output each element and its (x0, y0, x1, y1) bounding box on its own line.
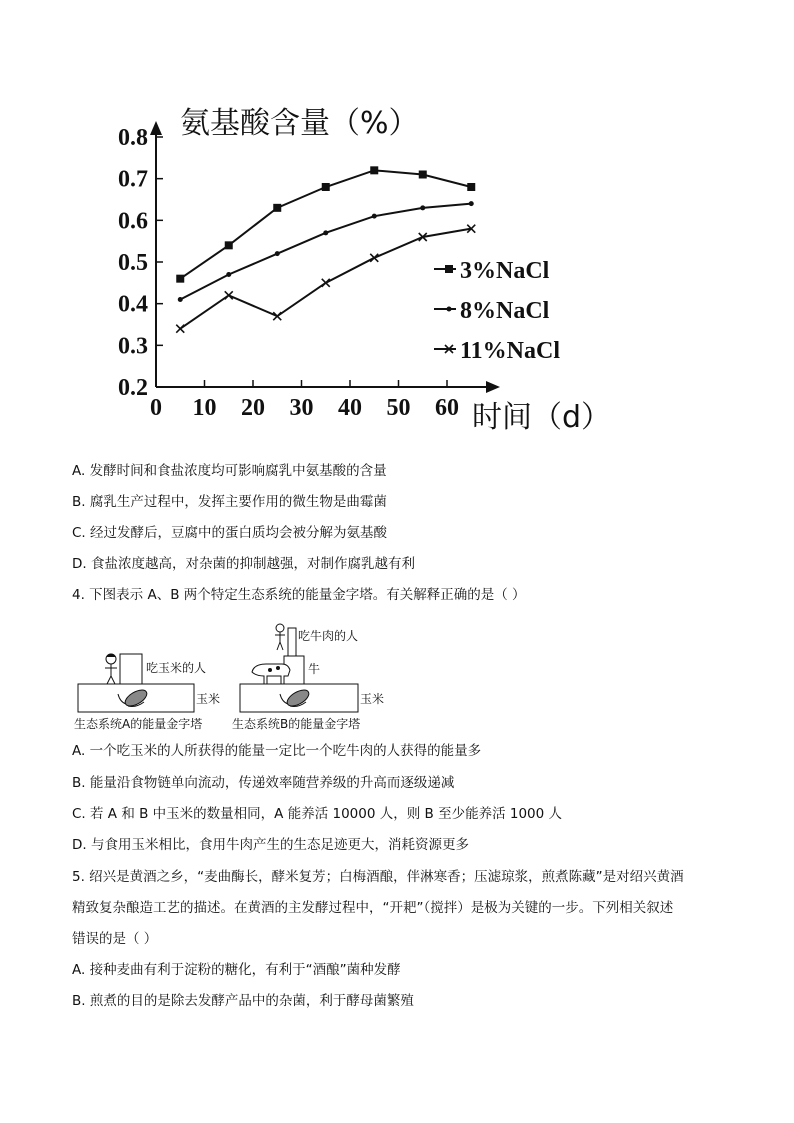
pyramid-a-base-label: 玉米 (196, 692, 221, 706)
data-point (176, 275, 184, 283)
x-tick-label: 10 (192, 395, 217, 421)
pyramid-b-top-block (288, 628, 296, 656)
pyramid-b-top-label: 吃牛肉的人 (298, 629, 359, 643)
pyramid-b-caption: 生态系统B的能量金字塔 (232, 717, 361, 731)
q4-option-b: B. 能量沿食物链单向流动，传递效率随营养级的升高而逐级递减 (72, 775, 455, 791)
data-point (370, 254, 378, 262)
q3-option-b: B. 腐乳生产过程中，发挥主要作用的微生物是曲霉菌 (72, 494, 387, 510)
pyramid-a (74, 654, 220, 732)
x-axis-label: 时间（d） (472, 400, 612, 435)
cow-icon (252, 664, 290, 684)
data-point (322, 279, 330, 287)
series-line (180, 204, 471, 300)
y-tick-label: 0.5 (118, 250, 148, 276)
legend-marker (447, 307, 452, 312)
series-1 (178, 201, 474, 302)
legend-marker (445, 265, 453, 273)
data-point (273, 312, 281, 320)
y-tick-label: 0.3 (118, 333, 148, 360)
series-0 (176, 166, 475, 282)
q5-option-b: B. 煎煮的目的是除去发酵产品中的杂菌，利于酵母菌繁殖 (72, 993, 414, 1009)
chart-legend (434, 258, 560, 364)
data-point (322, 183, 330, 191)
x-tick-label: 0 (150, 395, 162, 421)
corn-icon (118, 687, 149, 709)
data-point (275, 251, 280, 256)
energy-pyramid-figure (70, 618, 410, 736)
data-point (467, 183, 475, 191)
x-axis-arrow (486, 381, 500, 393)
data-point (419, 171, 427, 179)
q4-option-c: C. 若 A 和 B 中玉米的数量相同，A 能养活 10000 人，则 B 至少能养活 1000 人 (72, 806, 563, 822)
data-point (469, 201, 474, 206)
series-line (180, 229, 471, 329)
q5-stem-line-1: 5. 绍兴是黄酒之乡，“麦曲酶长，酵米复芳；白梅酒酿，伴淋寒香；压滤琼浆，煎煮陈藏”是对绍兴黄酒 (72, 869, 684, 885)
x-tick-label: 50 (386, 395, 411, 421)
q4-option-d: D. 与食用玉米相比，食用牛肉产生的生态足迹更大，消耗资源更多 (72, 837, 469, 853)
data-point (372, 214, 377, 219)
y-tick-label: 0.6 (118, 208, 148, 235)
legend-label: 11%NaCl (460, 338, 561, 364)
amino-acid-line-chart (100, 95, 620, 440)
q3-option-c: C. 经过发酵后，豆腐中的蛋白质均会被分解为氨基酸 (72, 525, 388, 541)
legend-label: 8%NaCl (460, 298, 550, 324)
y-tick-label: 0.7 (118, 166, 148, 193)
data-point (178, 297, 183, 302)
pyramid-b-base-label: 玉米 (360, 692, 385, 706)
y-tick-label: 0.8 (118, 125, 148, 151)
person-icon (275, 624, 285, 650)
pyramid-a-top-label: 吃玉米的人 (146, 661, 207, 675)
data-point (225, 291, 233, 299)
pyramid-b-mid-label: 牛 (308, 662, 321, 676)
q4-stem: 4. 下图表示 A、B 两个特定生态系统的能量金字塔。有关解释正确的是（ ） (72, 587, 526, 603)
pyramid-a-top-block (120, 654, 142, 684)
chart-axes (150, 121, 500, 393)
q5-option-a: A. 接种麦曲有利于淀粉的糖化，有利于“酒酿”菌种发酵 (72, 962, 401, 978)
person-icon (105, 654, 117, 685)
x-tick-label: 60 (435, 395, 459, 421)
legend-label: 3%NaCl (460, 258, 550, 284)
data-point (176, 325, 184, 333)
chart-title: 氨基酸含量（%） (180, 106, 419, 141)
q3-option-a: A. 发酵时间和食盐浓度均可影响腐乳中氨基酸的含量 (72, 463, 387, 479)
x-tick-label: 40 (338, 395, 362, 421)
q5-stem-line-2: 精致复杂酿造工艺的描述。在黄酒的主发酵过程中，“开耙”（搅拌）是极为关键的一步。下列相关叙述 (72, 900, 674, 916)
data-point (225, 241, 233, 249)
pyramid-b (232, 624, 384, 731)
y-axis-arrow (150, 121, 162, 135)
chart-series (176, 166, 475, 332)
x-tick-label: 30 (289, 395, 314, 421)
x-tick-label: 20 (241, 395, 265, 421)
data-point (420, 205, 425, 210)
data-point (273, 204, 281, 212)
data-point (226, 272, 231, 277)
pyramid-a-caption: 生态系统A的能量金字塔 (74, 717, 203, 731)
corn-icon (280, 687, 311, 709)
data-point (323, 230, 328, 235)
data-point (370, 166, 378, 174)
q5-stem-line-3: 错误的是（ ） (72, 931, 158, 947)
y-tick-label: 0.4 (118, 291, 148, 318)
q4-option-a: A. 一个吃玉米的人所获得的能量一定比一个吃牛肉的人获得的能量多 (72, 743, 482, 759)
q3-option-d: D. 食盐浓度越高，对杂菌的抑制越强，对制作腐乳越有利 (72, 556, 415, 572)
y-tick-label: 0.2 (118, 375, 148, 401)
